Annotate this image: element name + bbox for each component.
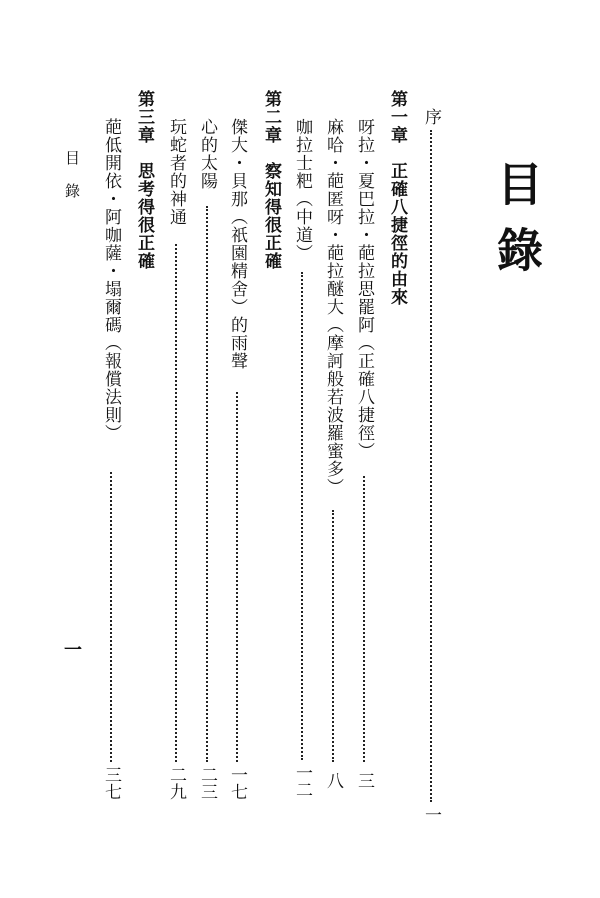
toc-page-number: 三七 [101,766,121,800]
folio-page-number: 一 [61,640,82,658]
toc-entry[interactable] [167,118,184,226]
toc-entry[interactable] [198,118,215,190]
toc-entry[interactable] [293,118,310,262]
toc-entry-label: 呀拉・夏巴拉・葩拉思罷阿（正確八捷徑） [354,118,374,460]
leader-dots [110,472,112,762]
toc-entry-label: 麻哈・葩匿呀・葩拉醚大（摩訶般若波羅蜜多） [323,118,343,496]
toc-page-number: 二三 [197,766,217,800]
toc-page-number: 一七 [227,766,247,800]
chapter-heading: 第三章 思考得很正確 [134,90,154,270]
toc-page-number: 一二 [292,764,312,798]
leader-dots [206,206,208,762]
toc-entry-label: 序 [421,108,441,126]
chapter-heading: 第二章 察知得很正確 [261,90,281,270]
leader-dots [430,130,432,802]
toc-entry[interactable] [355,118,372,460]
toc-entry-label: 傑大・貝那（祇園精舍）的雨聲 [227,118,247,370]
leader-dots [332,510,334,762]
toc-page-number: 八 [323,772,343,789]
leader-dots [363,476,365,762]
toc-page-number: 一 [421,806,441,823]
toc-entry[interactable] [228,118,245,370]
leader-dots [236,392,238,762]
toc-entry[interactable] [324,118,341,496]
chapter-heading: 第一章 正確八捷徑的由來 [387,90,407,306]
toc-page-number: 二九 [166,766,186,800]
toc-entry-label: 咖拉士粑（中道） [292,118,312,262]
page-title: 目錄 [490,160,544,292]
toc-entry-preface[interactable] [422,108,439,126]
running-head: 目錄 [63,150,81,216]
toc-entry[interactable] [102,118,119,442]
toc-entry-label: 葩低開依・阿咖薩・塌爾碼（報償法則） [101,118,121,442]
toc-page-number: 三 [354,772,374,789]
toc-entry-label: 玩蛇者的神通 [166,118,186,226]
leader-dots [301,272,303,760]
leader-dots [175,244,177,762]
toc-entry-label: 心的太陽 [197,118,217,190]
